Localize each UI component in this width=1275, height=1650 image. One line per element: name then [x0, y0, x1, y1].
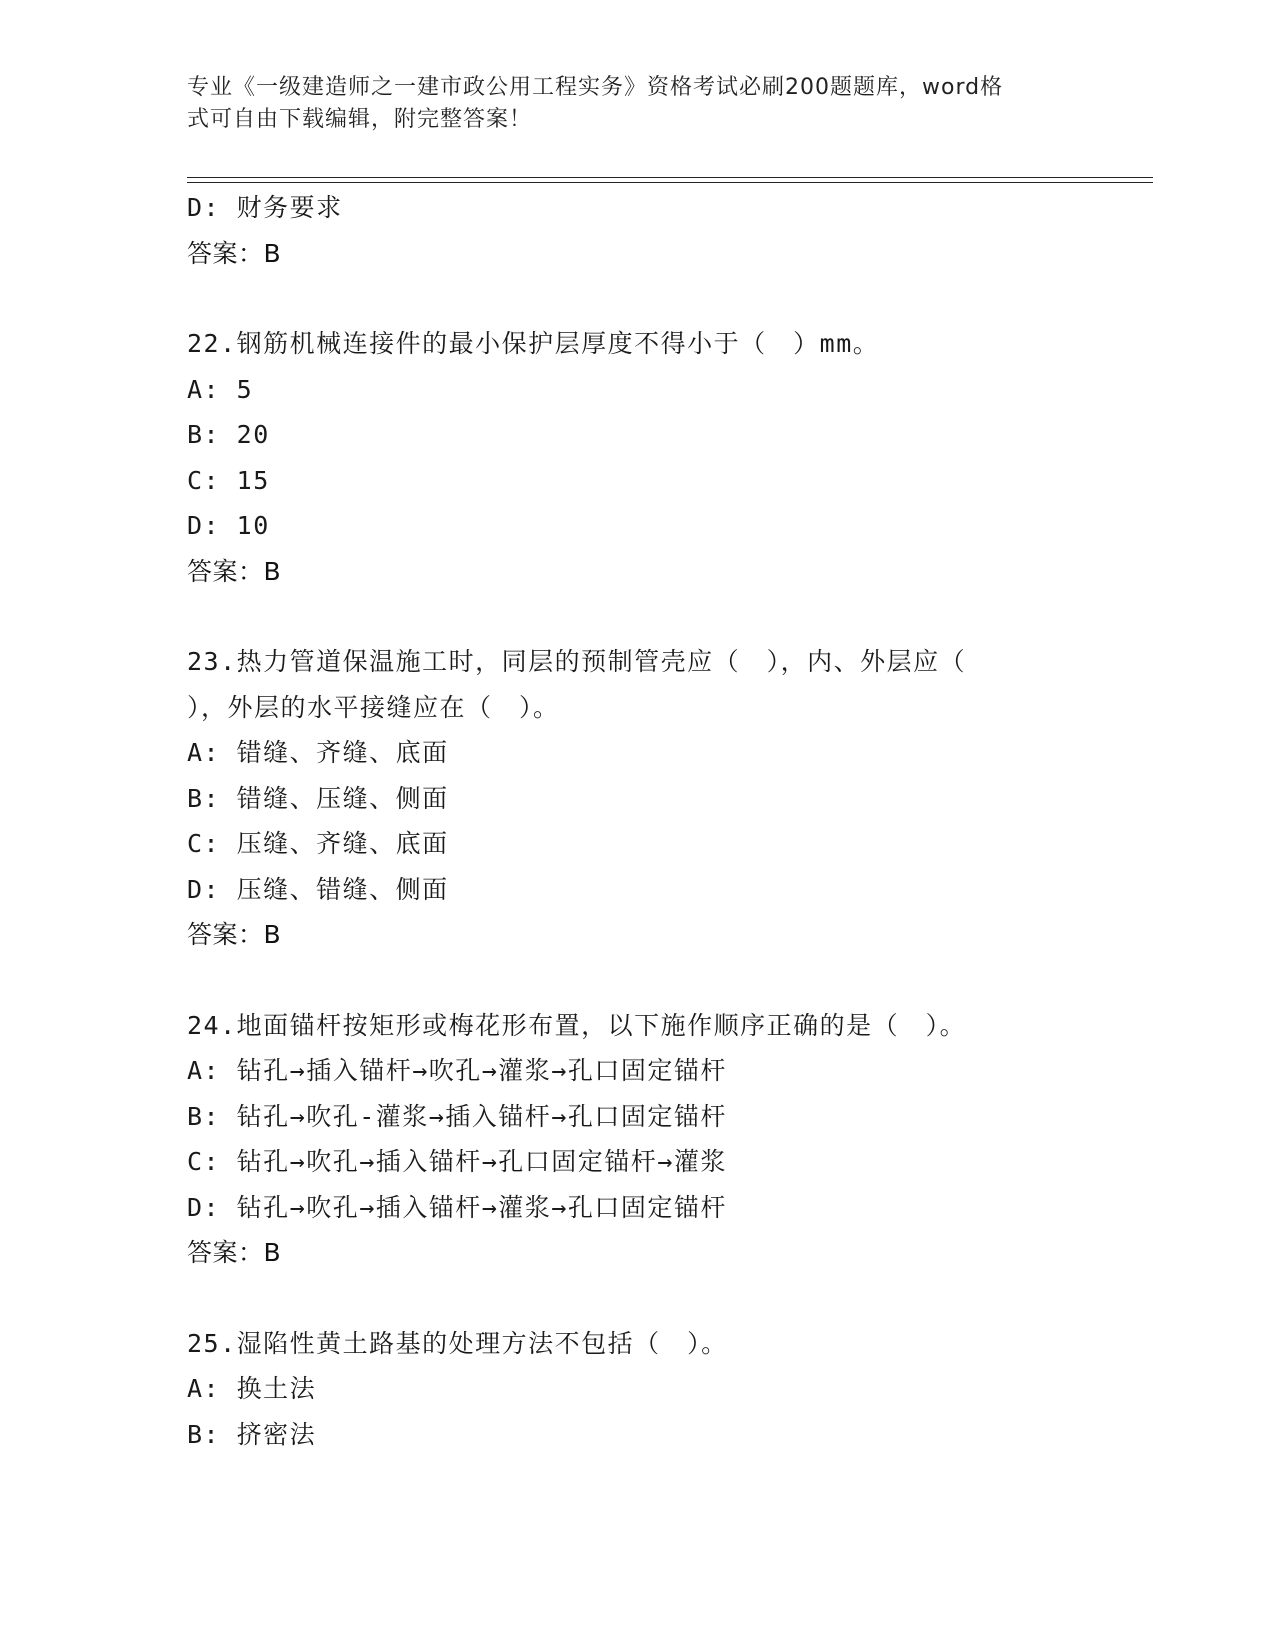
header-line-1: 专业《一级建造师之一建市政公用工程实务》资格考试必刷200题题库，word格: [187, 75, 1004, 100]
question-24: [187, 1003, 1147, 1276]
header-line-2: 式可自由下载编辑，附完整答案！: [187, 107, 533, 132]
document-header: [187, 72, 1067, 136]
previous-question-tail: [187, 185, 1147, 276]
option-d: D: 财务要求: [187, 193, 343, 222]
question-text-line-1: 23.热力管道保温施工时，同层的预制管壳应（ ），内、外层应（: [187, 647, 967, 676]
answer: 答案：B: [187, 1238, 282, 1267]
answer: 答案：B: [187, 556, 282, 586]
answer: 答案：B: [187, 238, 282, 268]
option-d: D: 10: [187, 511, 270, 540]
option-d: D: 压缝、错缝、侧面: [187, 874, 449, 904]
option-b: B: 20: [187, 420, 270, 449]
option-c: C: 15: [187, 465, 270, 495]
option-c: C: 压缝、齐缝、底面: [187, 829, 449, 858]
option-b: B: 挤密法: [187, 1419, 317, 1449]
question-content: [187, 185, 1147, 1457]
answer: 答案：B: [187, 920, 282, 949]
question-22: [187, 321, 1147, 594]
question-text: 25.湿陷性黄土路基的处理方法不包括（ ）。: [187, 1328, 728, 1358]
option-a: A: 5: [187, 374, 254, 404]
option-a: A: 错缝、齐缝、底面: [187, 738, 449, 767]
question-text: 22.钢筋机械连接件的最小保护层厚度不得小于（ ）mm。: [187, 329, 880, 358]
option-b: B: 钻孔→吹孔-灌浆→插入锚杆→孔口固定锚杆: [187, 1101, 727, 1131]
question-23: [187, 639, 1147, 958]
question-text-line-2: ），外层的水平接缝应在（ ）。: [187, 692, 560, 722]
option-b: B: 错缝、压缝、侧面: [187, 783, 449, 813]
option-a: A: 换土法: [187, 1374, 317, 1403]
option-d: D: 钻孔→吹孔→插入锚杆→灌浆→孔口固定锚杆: [187, 1192, 727, 1222]
header-divider-top: [187, 177, 1153, 178]
question-text: 24.地面锚杆按矩形或梅花形布置，以下施作顺序正确的是（ ）。: [187, 1010, 967, 1040]
question-25: [187, 1321, 1147, 1458]
option-a: A: 钻孔→插入锚杆→吹孔→灌浆→孔口固定锚杆: [187, 1056, 727, 1085]
option-c: C: 钻孔→吹孔→插入锚杆→孔口固定锚杆→灌浆: [187, 1147, 727, 1176]
header-divider-bottom: [187, 182, 1153, 183]
